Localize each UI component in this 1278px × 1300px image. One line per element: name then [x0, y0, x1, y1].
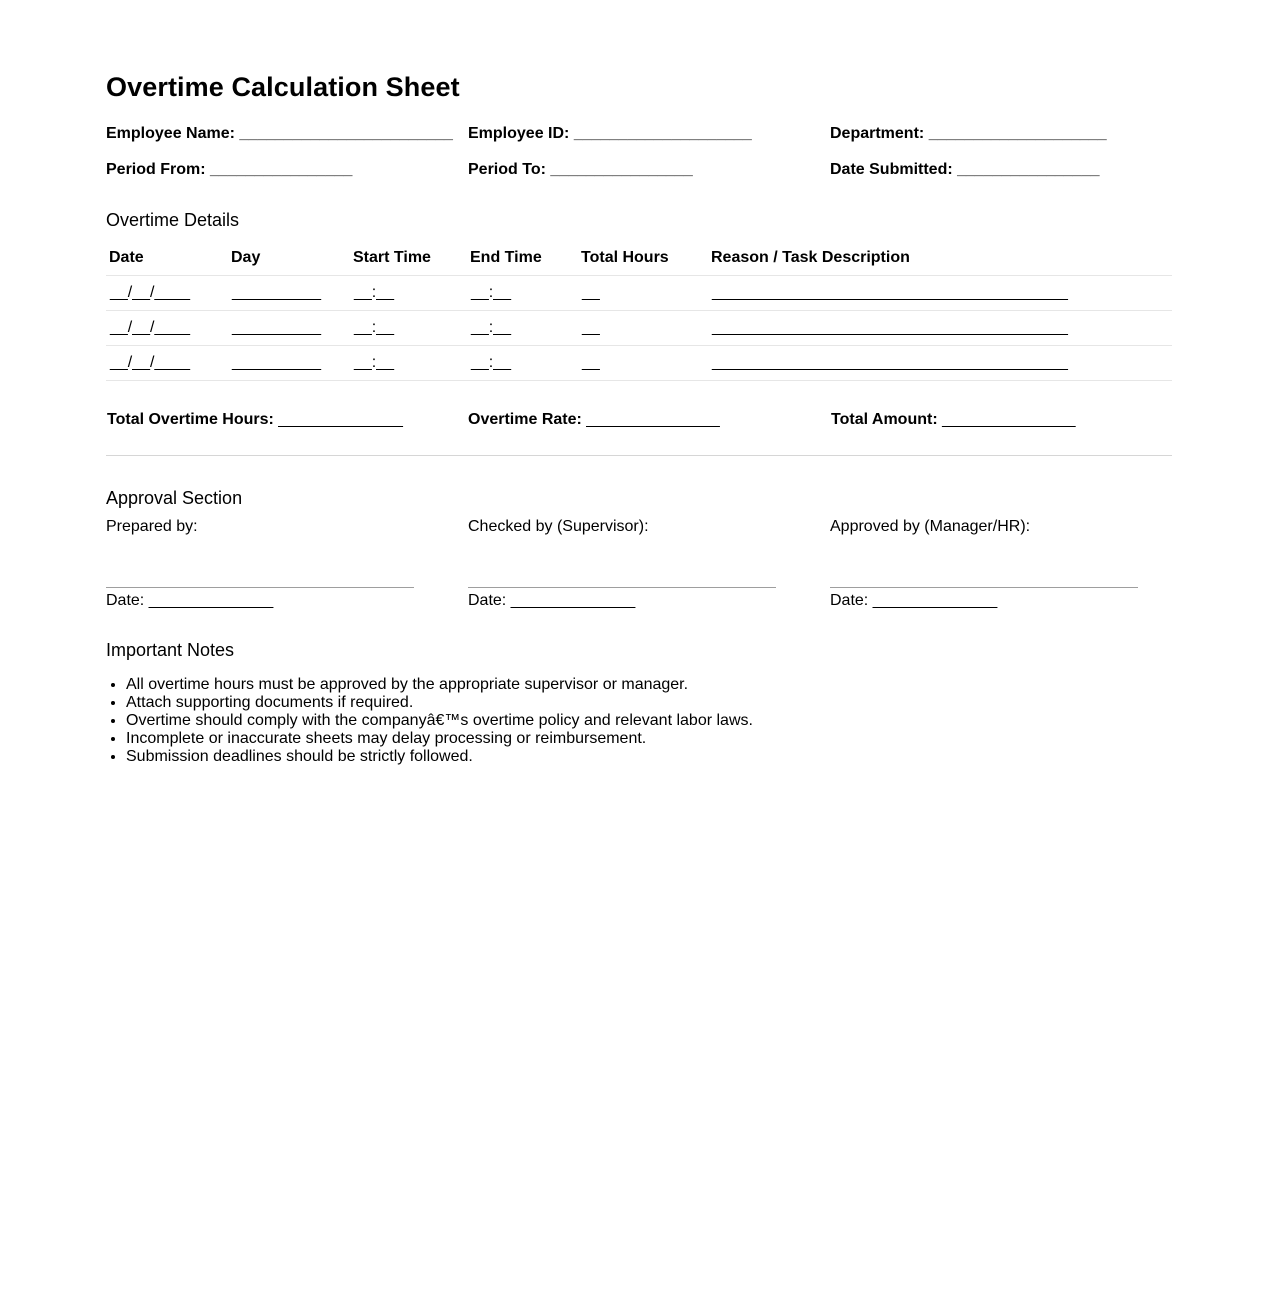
start-time-cell[interactable]: __:__ [350, 276, 467, 311]
header-row-1 [106, 125, 1172, 149]
important-notes-heading: Important Notes [106, 640, 235, 660]
col-day: Day [228, 240, 350, 276]
period-to-field[interactable]: Period To: ________________ [468, 161, 693, 178]
checked-by-label: Checked by (Supervisor): [468, 518, 649, 535]
section-divider [106, 455, 1172, 456]
day-cell[interactable]: __________ [228, 346, 350, 381]
checked-by-block [468, 518, 776, 609]
total-hours-cell[interactable]: __ [578, 311, 708, 346]
approved-by-date-field[interactable]: Date: ______________ [830, 592, 998, 609]
notes-list [106, 676, 753, 766]
approved-by-block [830, 518, 1138, 609]
col-reason: Reason / Task Description [708, 240, 1172, 276]
prepared-by-label: Prepared by: [106, 518, 198, 535]
total-overtime-hours-field[interactable]: Total Overtime Hours: ______________ [107, 411, 403, 428]
col-total-hours: Total Hours [578, 240, 708, 276]
reason-cell[interactable]: ________________________________________ [708, 346, 1172, 381]
table-header-row [106, 240, 1172, 276]
table-row [106, 311, 1172, 346]
date-submitted-field[interactable]: Date Submitted: ________________ [830, 161, 1100, 178]
col-end-time: End Time [467, 240, 578, 276]
date-cell[interactable]: __/__/____ [106, 311, 228, 346]
header-row-2 [106, 161, 1172, 185]
col-start-time: Start Time [350, 240, 467, 276]
list-item: • Incomplete or inaccurate sheets may delay processing or reimbursement. [126, 730, 753, 748]
date-cell[interactable]: __/__/____ [106, 346, 228, 381]
reason-cell[interactable]: ________________________________________ [708, 311, 1172, 346]
start-time-cell[interactable]: __:__ [350, 346, 467, 381]
table-row [106, 346, 1172, 381]
approved-by-signature-line[interactable] [830, 587, 1138, 588]
day-cell[interactable]: __________ [228, 276, 350, 311]
overtime-details-heading: Overtime Details [106, 210, 240, 230]
approved-by-label: Approved by (Manager/HR): [830, 518, 1031, 535]
overtime-rate-field[interactable]: Overtime Rate: _______________ [468, 411, 720, 428]
reason-cell[interactable]: ________________________________________ [708, 276, 1172, 311]
start-time-cell[interactable]: __:__ [350, 311, 467, 346]
total-amount-field[interactable]: Total Amount: _______________ [831, 411, 1076, 428]
checked-by-signature-line[interactable] [468, 587, 776, 588]
list-item: • Submission deadlines should be strictly followed. [126, 748, 753, 766]
prepared-by-date-field[interactable]: Date: ______________ [106, 592, 274, 609]
employee-id-field[interactable]: Employee ID: ____________________ [468, 125, 752, 142]
end-time-cell[interactable]: __:__ [467, 276, 578, 311]
list-item: • All overtime hours must be approved by the appropriate supervisor or manager. [126, 676, 753, 694]
total-hours-cell[interactable]: __ [578, 276, 708, 311]
total-hours-cell[interactable]: __ [578, 346, 708, 381]
page-title: Overtime Calculation Sheet [106, 72, 460, 102]
table-row [106, 276, 1172, 311]
prepared-by-block [106, 518, 414, 609]
end-time-cell[interactable]: __:__ [467, 346, 578, 381]
end-time-cell[interactable]: __:__ [467, 311, 578, 346]
date-cell[interactable]: __/__/____ [106, 276, 228, 311]
checked-by-date-field[interactable]: Date: ______________ [468, 592, 636, 609]
overtime-table [106, 240, 1172, 381]
prepared-by-signature-line[interactable] [106, 587, 414, 588]
col-date: Date [106, 240, 228, 276]
day-cell[interactable]: __________ [228, 311, 350, 346]
approval-heading: Approval Section [106, 488, 243, 508]
employee-name-field[interactable]: Employee Name: ________________________ [106, 125, 453, 142]
period-from-field[interactable]: Period From: ________________ [106, 161, 353, 178]
list-item: • Overtime should comply with the companyâ€™s overtime policy and relevant labor laws. [126, 712, 753, 730]
list-item: • Attach supporting documents if required. [126, 694, 753, 712]
department-field[interactable]: Department: ____________________ [830, 125, 1107, 142]
